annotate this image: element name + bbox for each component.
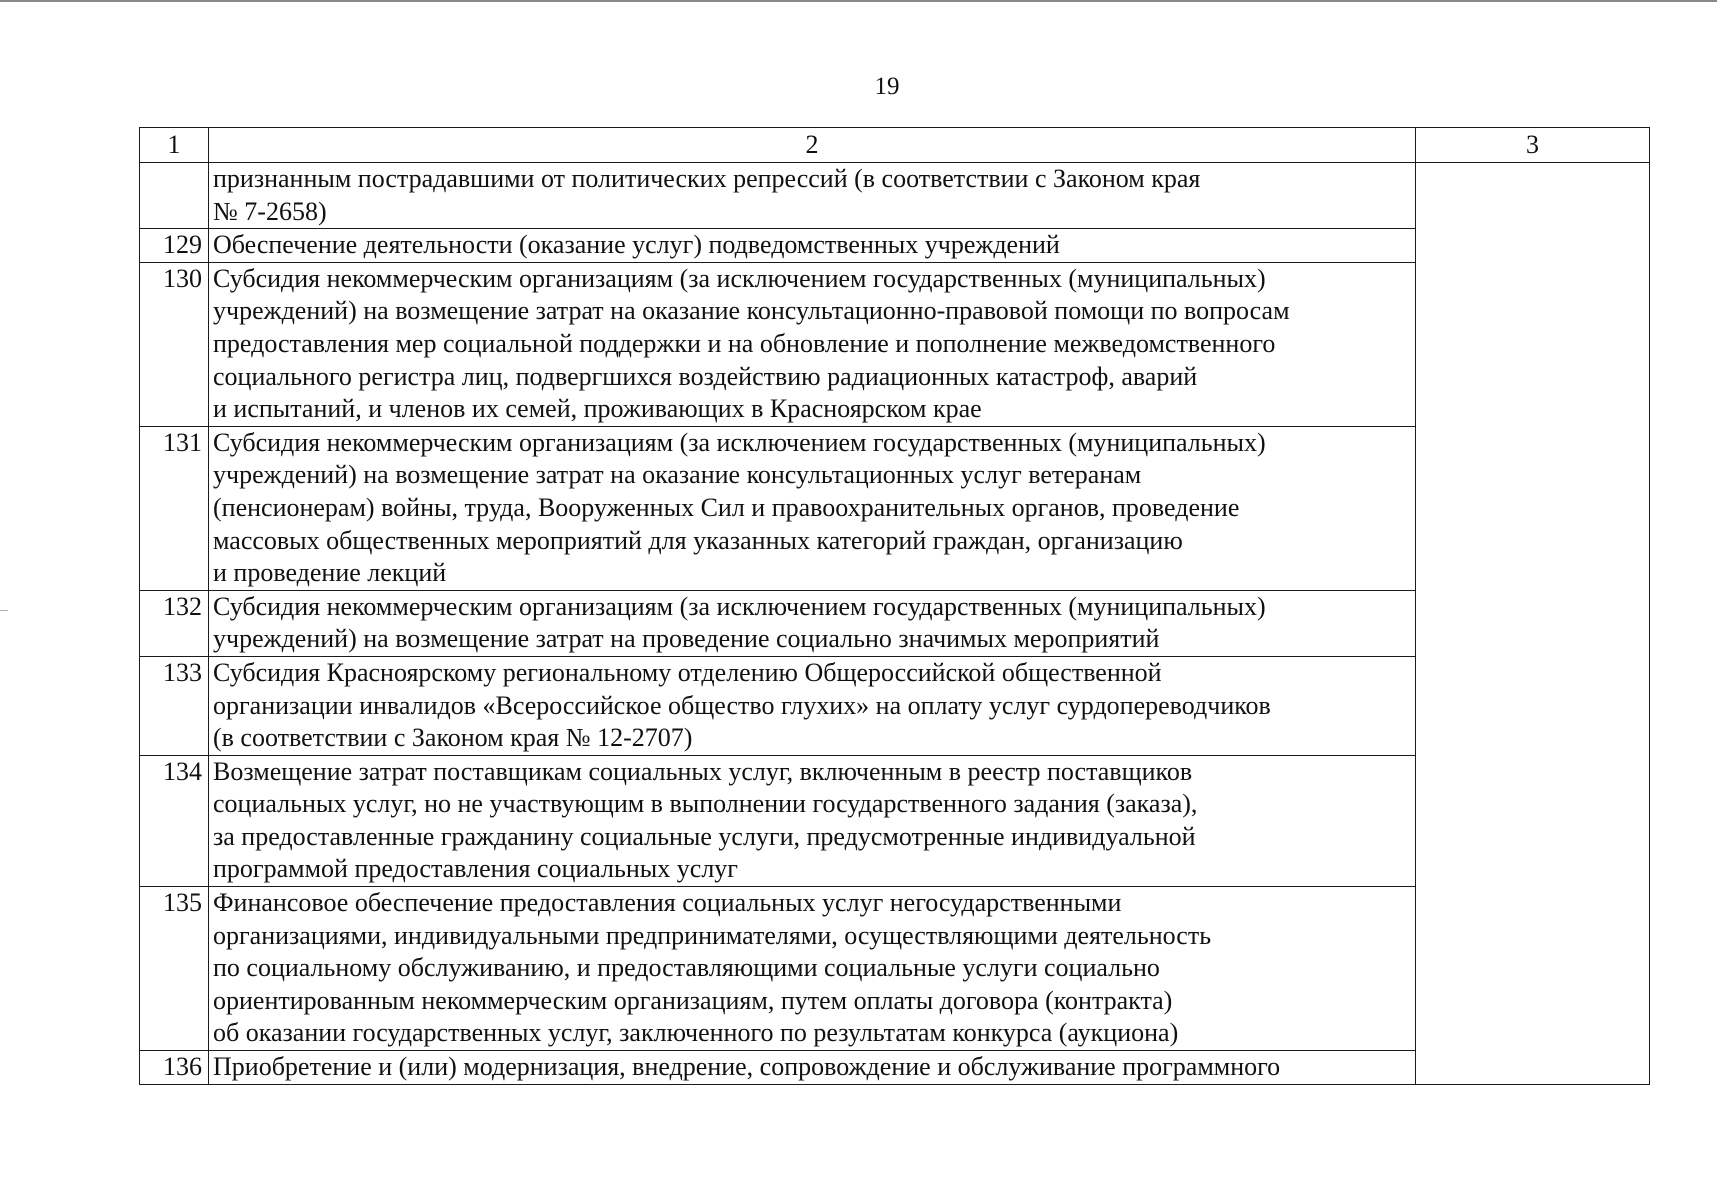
description-line: Обеспечение деятельности (оказание услуг) подведомственных учреждений	[213, 230, 1060, 260]
table-header-row	[140, 128, 1650, 163]
description-line: за предоставленные гражданину социальные услуги, предусмотренные индивидуальной	[213, 821, 1196, 851]
scan-margin-mark	[0, 610, 8, 611]
description-line: Финансовое обеспечение предоставления социальных услуг негосударственными	[213, 888, 1122, 918]
description-line: (в соответствии с Законом края № 12-2707)	[213, 723, 693, 753]
row-description	[209, 163, 1416, 229]
description-line: № 7-2658)	[213, 196, 327, 226]
row-description	[209, 887, 1416, 1051]
description-line: массовых общественных мероприятий для указанных категорий граждан, организацию	[213, 525, 1183, 555]
description-line: социального регистра лиц, подвергшихся воздействию радиационных катастроф, аварий	[213, 361, 1198, 391]
description-line: признанным пострадавшими от политических репрессий (в соответствии с Законом края	[213, 164, 1201, 193]
header-cell-2: 2	[209, 128, 1416, 163]
description-line: учреждений) на возмещение затрат на оказание консультационно-правовой помощи по вопросам	[213, 296, 1290, 326]
column-3-cell	[1416, 163, 1650, 1085]
description-line: организации инвалидов «Всероссийское общество глухих» на оплату услуг сурдопереводчиков	[213, 690, 1271, 720]
row-description	[209, 229, 1416, 263]
description-line: и проведение лекций	[213, 558, 447, 588]
row-description	[209, 1051, 1416, 1085]
description-line: программой предоставления социальных услуг	[213, 854, 738, 884]
description-line: Приобретение и (или) модернизация, внедрение, сопровождение и обслуживание программного	[213, 1052, 1281, 1082]
top-border-line	[0, 0, 1717, 2]
row-description	[209, 590, 1416, 656]
description-line: и испытаний, и членов их семей, проживающих в Красноярском крае	[213, 394, 982, 424]
row-number: 132	[140, 590, 209, 656]
expenditure-table	[139, 127, 1650, 1085]
row-number	[140, 163, 209, 229]
row-number: 131	[140, 426, 209, 590]
header-cell-3: 3	[1416, 128, 1650, 163]
description-line: ориентированным некоммерческим организациям, путем оплаты договора (контракта)	[213, 985, 1173, 1015]
row-description	[209, 656, 1416, 755]
description-line: по социальному обслуживанию, и предоставляющими социальные услуги социально	[213, 953, 1160, 983]
row-number: 136	[140, 1051, 209, 1085]
description-line: (пенсионерам) войны, труда, Вооруженных Сил и правоохранительных органов, проведение	[213, 492, 1240, 522]
header-cell-1: 1	[140, 128, 209, 163]
description-line: Субсидия некоммерческим организациям (за исключением государственных (муниципальных)	[213, 591, 1266, 621]
row-number: 134	[140, 755, 209, 886]
row-number: 130	[140, 262, 209, 426]
row-number: 129	[140, 229, 209, 263]
row-number: 133	[140, 656, 209, 755]
description-line: социальных услуг, но не участвующим в выполнении государственного задания (заказа),	[213, 789, 1198, 819]
description-line: предоставления мер социальной поддержки и на обновление и пополнение межведомственного	[213, 328, 1276, 358]
row-description	[209, 262, 1416, 426]
description-line: Субсидия некоммерческим организациям (за исключением государственных (муниципальных)	[213, 263, 1266, 293]
description-line: учреждений) на возмещение затрат на проведение социально значимых мероприятий	[213, 624, 1160, 654]
description-line: учреждений) на возмещение затрат на оказание консультационных услуг ветеранам	[213, 460, 1142, 490]
row-number: 135	[140, 887, 209, 1051]
row-description	[209, 426, 1416, 590]
description-line: организациями, индивидуальными предпринимателями, осуществляющими деятельность	[213, 920, 1212, 950]
description-line: Субсидия Красноярскому региональному отделению Общероссийской общественной	[213, 657, 1162, 687]
page-number: 19	[874, 73, 900, 100]
description-line: Субсидия некоммерческим организациям (за исключением государственных (муниципальных)	[213, 427, 1266, 457]
table-row	[140, 163, 1650, 229]
description-line: об оказании государственных услуг, заключенного по результатам конкурса (аукциона)	[213, 1018, 1179, 1048]
row-description	[209, 755, 1416, 886]
description-line: Возмещение затрат поставщикам социальных услуг, включенным в реестр поставщиков	[213, 756, 1193, 786]
